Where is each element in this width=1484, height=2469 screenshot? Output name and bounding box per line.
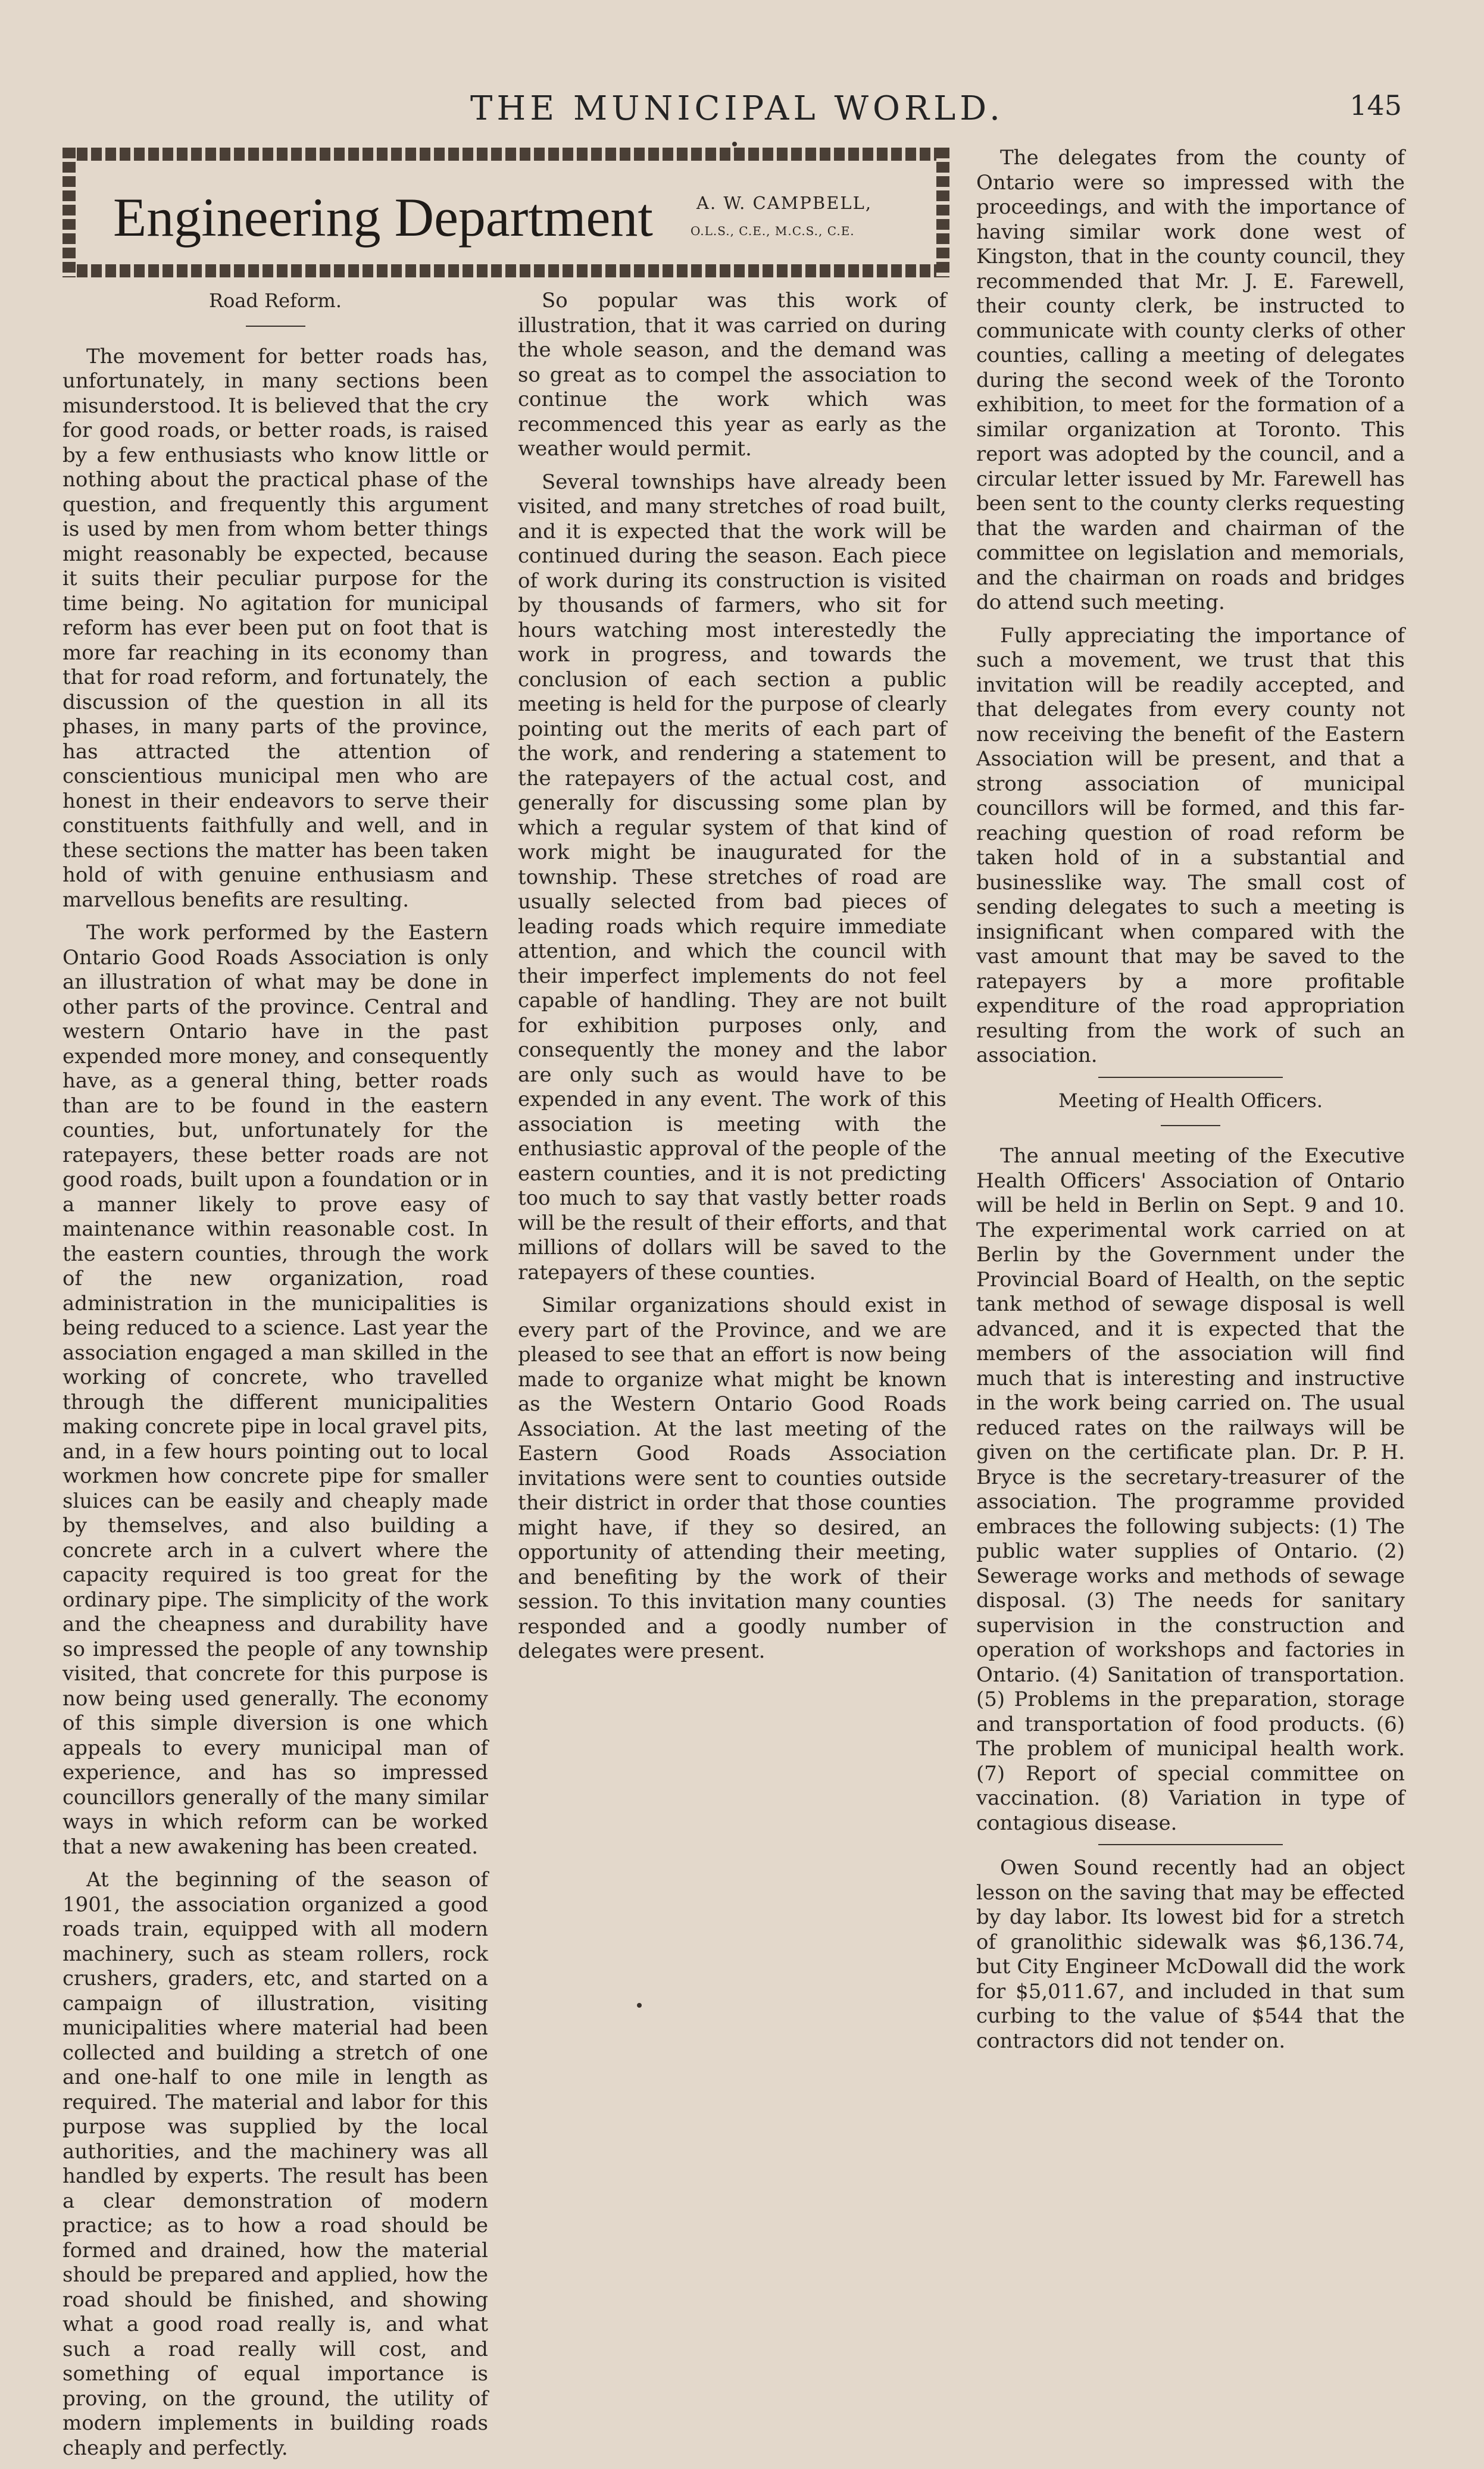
road-reform-paragraph: Similar organizations should exist in every part of the Province, and we are pleased to see that an effort is now being made to organize what might be known as the Western Ontario Good Roads Association. At the last meeting of the Eastern Good Roads Association invitations were sent to counties outside their district in order that those counties might have, if they so desired, an opportunity of attending their meeting, and benefiting by the work of their session. To this invitation many counties responded and a goodly number of delegates were present. [518,1293,946,1663]
column-2 [518,289,946,1673]
department-title: Engineering Department [113,187,653,248]
road-reform-paragraph: The delegates from the county of Ontario were so impressed with the proceedings, and with the importance of having similar work done west of Kingston, that in the county council, they recommended that Mr. J. E. Farewell, their county clerk, be instructed to communicate with county clerks of other counties, calling a meeting of delegates during the second week of the Toronto exhibition, to meet for the formation of a similar organization at Toronto. This report was adopted by the council, and a circular letter issued by Mr. Farewell has been sent to the county clerks requesting that the warden and chairman of the committee on legislation and memorials, and the chairman on roads and bridges do attend such meeting. [976,146,1405,614]
heading-rule [1161,1125,1220,1126]
printer-ornament-dot [732,142,737,146]
health-officers-paragraph: The annual meeting of the Executive Health Officers' Association of Ontario will be held in Berlin on Sept. 9 and 10. The experimental work carried on at Berlin by the Government under the Provincial Board of Health, on the septic tank method of sewage disposal is well advanced, and it is expected that the members of the association will find much that is interesting and instructive in the work being carried on. The usual reduced rates on the railways will be given on the certificate plan. Dr. P. H. Bryce is the secretary-treasurer of the association. The programme provided embraces the following subjects: (1) The public water supplies of Ontario. (2) Sewerage works and methods of sewage disposal. (3) The needs for sanitary supervision in the construction and operation of workshops and factories in Ontario. (4) Sanitation of transportation. (5) Problems in the preparation, storage and transportation of food products. (6) The problem of municipal health work. (7) Report of special committee on vaccination. (8) Variation in type of contagious disease. [976,1144,1405,1835]
department-credentials: O.L.S., C.E., M.C.S., C.E. [691,224,855,238]
health-officers-heading: Meeting of Health Officers. [1058,1089,1323,1112]
department-title-box [63,148,949,277]
page-header [0,89,1484,143]
road-reform-paragraph: Fully appreciating the importance of such a movement, we trust that this invitation will be readily accepted, and that delegates from every county not now receiving the benefit of the Eastern Association will be present, and that a strong association of municipal councillors will be formed, and this far-reaching question of road reform be taken hold of in a substantial and businesslike way. The small cost of sending delegates to such a meeting is insignificant when compared with the vast amount that may be saved to the ratepayers by a more profitable expenditure of the road appropriation resulting from the work of such an association. [976,623,1405,1067]
ornamental-border-right [936,148,949,277]
ornamental-border-top [63,148,949,161]
road-reform-paragraph: Several townships have already been visited, and many stretches of road built, and it is expected that the work will be continued during the season. Each piece of work during its construction is visited by thousands of farmers, who sit for hours watching most interestedly the work in progress, and towards the conclusion of each section a public meeting is held for the purpose of clearly pointing out the merits of each part of the work, and rendering a statement to the ratepayers of the actual cost, and generally for discussing some plan by which a regular system of that kind of work might be inaugurated for the township. These stretches of road are usually selected from bad pieces of leading roads which require immediate attention, and which the council with their imperfect implements do not feel capable of handling. They are not built for exhibition purposes only, and consequently the money and the labor are only such as would have to be expended in any event. The work of this association is meeting with the enthusiastic approval of the people of the eastern counties, and it is not predicting too much to say that vastly better roads will be the result of their efforts, and that millions of dollars will be saved to the ratepayers of these counties. [518,470,946,1284]
column-1 [63,289,488,2469]
department-author: A. W. CAMPBELL, [696,193,873,213]
road-reform-paragraph: The work performed by the Eastern Ontario Good Roads Association is only an illustration of what may be done in other parts of the province. Central and western Ontario have in the past expended more money, and consequently have, as a general thing, better roads than are to be found in the eastern counties, but, unfortunately for the ratepayers, these better roads are not good roads, built upon a foundation or in a manner likely to prove easy of maintenance within reasonable cost. In the eastern counties, through the work of the new organization, road administration in the municipalities is being reduced to a science. Last year the association engaged a man skilled in the working of concrete, who travelled through the different municipalities making concrete pipe in local gravel pits, and, in a few hours pointing out to local workmen how concrete pipe for smaller sluices can be easily and cheaply made by themselves, and also building a concrete arch in a culvert where the capacity required is too great for the ordinary pipe. The simplicity of the work and the cheapness and durability have so impressed the people of any township visited, that concrete for this purpose is now being used generally. The economy of this simple diversion is one which appeals to every municipal man of experience, and has so impressed councillors generally of the many similar ways in which reform can be worked that a new awakening has been created. [63,921,488,1859]
heading-rule [246,326,305,327]
ornamental-border-left [63,148,76,277]
road-reform-paragraph: So popular was this work of illustration, that it was carried on during the whole season, and the demand was so great as to compel the association to continue the work which was recommenced this year as early as the weather would permit. [518,289,946,461]
owen-sound-paragraph: Owen Sound recently had an object lesson on the saving that may be effected by day labor. Its lowest bid for a stretch of granolithic sidewalk was $6,136.74, but City Engineer McDowall did the work for $5,011.67, and included in that sum curbing to the value of $544 that the contractors did not tender on. [976,1856,1405,2053]
road-reform-paragraph: The movement for better roads has, unfortunately, in many sections been misunderstood. It is believed that the cry for good roads, or better roads, is raised by a few enthusiasts who know little or nothing about the practical phase of the question, and frequently this argument is used by men from whom better things might reasonably be expected, because it suits their peculiar purpose for the time being. No agitation for municipal reform has ever been put on foot that is more far reaching in its economy than that for road reform, and fortunately, the discussion of the question in all its phases, in many parts of the province, has attracted the attention of conscientious municipal men who are honest in their endeavors to serve their constituents faithfully and well, and in these sections the matter has been taken hold of with genuine enthusiasm and marvellous benefits are resulting. [63,344,488,912]
page-number: 145 [1349,89,1402,121]
column-3 [976,146,1405,2062]
printer-ornament-dot [637,2003,642,2008]
road-reform-heading: Road Reform. [208,289,342,312]
road-reform-paragraph: At the beginning of the season of 1901, the association organized a good roads train, equipped with all modern machinery, such as steam rollers, rock crushers, graders, etc, and started on a campaign of illustration, visiting municipalities where material had been collected and building a stretch of one and one-half to one mile in length as required. The material and labor for this purpose was supplied by the local authorities, and the machinery was all handled by experts. The result has been a clear demonstration of modern practice; as to how a road should be formed and drained, how the material should be prepared and applied, how the road should be finished, and showing what a good road really is, and what such a road really will cost, and something of equal importance is proving, on the ground, the utility of modern implements in building roads cheaply and perfectly. [63,1868,488,2460]
section-divider [1098,1077,1283,1078]
section-divider [1098,1844,1283,1845]
running-title: THE MUNICIPAL WORLD. [470,89,1004,128]
ornamental-border-bottom [63,264,949,277]
